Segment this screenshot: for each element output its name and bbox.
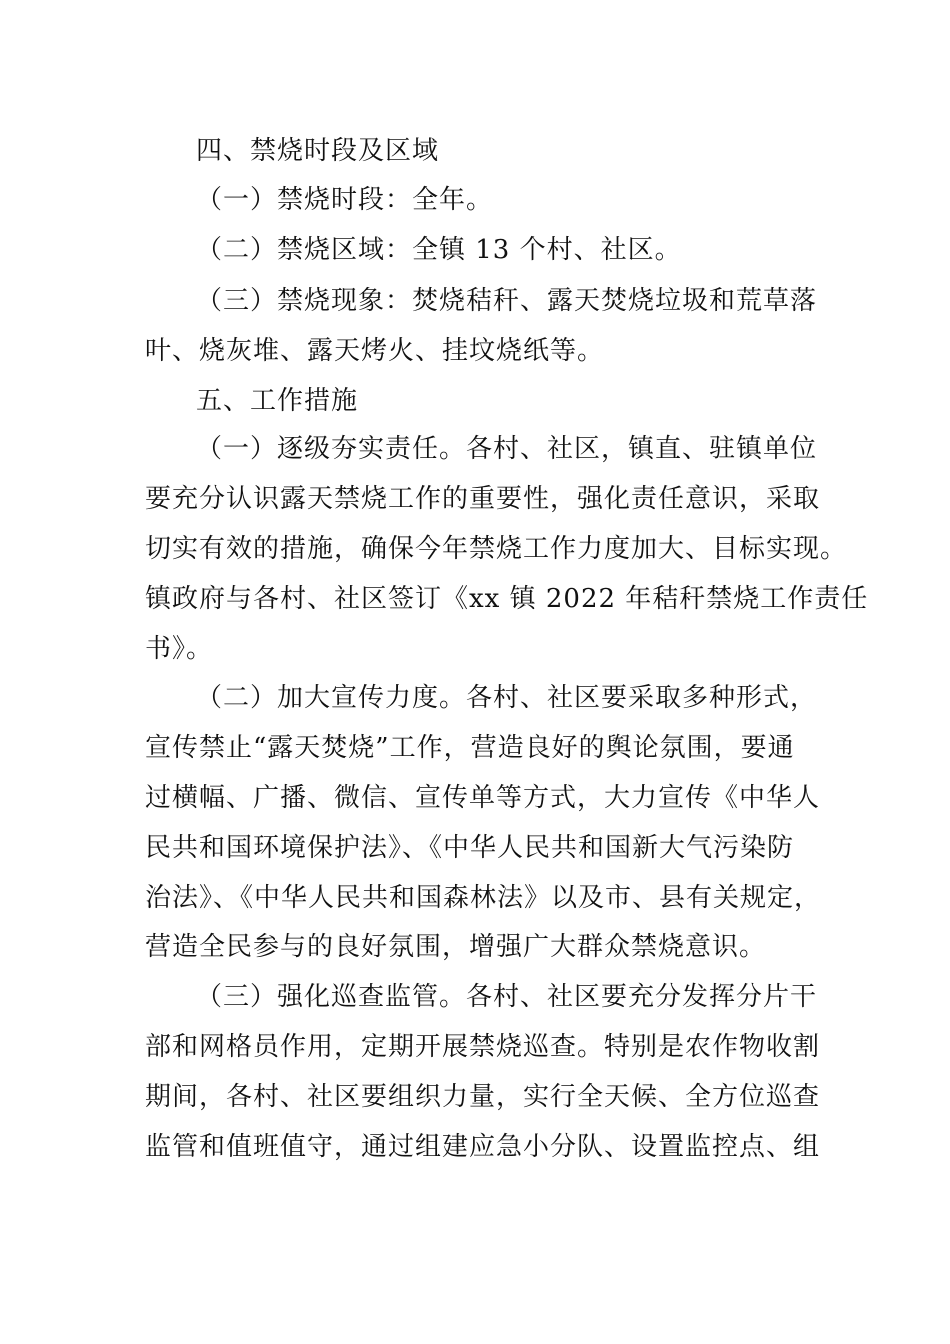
paragraph-line: （一）禁烧时段：全年。 xyxy=(196,185,494,215)
section-heading-5: 五、工作措施 xyxy=(196,386,359,416)
paragraph-line: （二）禁烧区域：全镇 13 个村、社区。 xyxy=(196,235,682,265)
paragraph-line: （三）强化巡查监管。各村、社区要充分发挥分片干 xyxy=(196,982,818,1012)
paragraph-line: 书》。 xyxy=(145,634,214,664)
paragraph-line: （二）加大宣传力度。各村、社区要采取多种形式， xyxy=(196,683,818,713)
paragraph-line: 过横幅、广播、微信、宣传单等方式，大力宣传《中华人 xyxy=(145,783,821,813)
paragraph-line: 部和网格员作用，定期开展禁烧巡查。特别是农作物收割 xyxy=(145,1032,821,1062)
paragraph-line: 镇政府与各村、社区签订《xx 镇 2022 年秸秆禁烧工作责任 xyxy=(145,584,869,614)
paragraph-line: 监管和值班值守，通过组建应急小分队、设置监控点、组 xyxy=(145,1132,821,1162)
paragraph-line: 营造全民参与的良好氛围，增强广大群众禁烧意识。 xyxy=(145,932,767,962)
paragraph-line: 切实有效的措施，确保今年禁烧工作力度加大、目标实现。 xyxy=(145,534,848,564)
paragraph-line: 民共和国环境保护法》、《中华人民共和国新大气污染防 xyxy=(145,833,795,863)
section-heading-4: 四、禁烧时段及区域 xyxy=(196,136,440,166)
paragraph-line: 叶、烧灰堆、露天烤火、挂坟烧纸等。 xyxy=(145,336,605,366)
paragraph-line: 宣传禁止“露天焚烧”工作，营造良好的舆论氛围，要通 xyxy=(145,733,795,763)
paragraph-line: （一）逐级夯实责任。各村、社区，镇直、驻镇单位 xyxy=(196,434,818,464)
paragraph-line: 治法》、《中华人民共和国森林法》以及市、县有关规定， xyxy=(145,883,822,913)
paragraph-line: 要充分认识露天禁烧工作的重要性，强化责任意识，采取 xyxy=(145,484,821,514)
paragraph-line: （三）禁烧现象：焚烧秸秆、露天焚烧垃圾和荒草落 xyxy=(196,286,818,316)
paragraph-line: 期间，各村、社区要组织力量，实行全天候、全方位巡查 xyxy=(145,1082,821,1112)
